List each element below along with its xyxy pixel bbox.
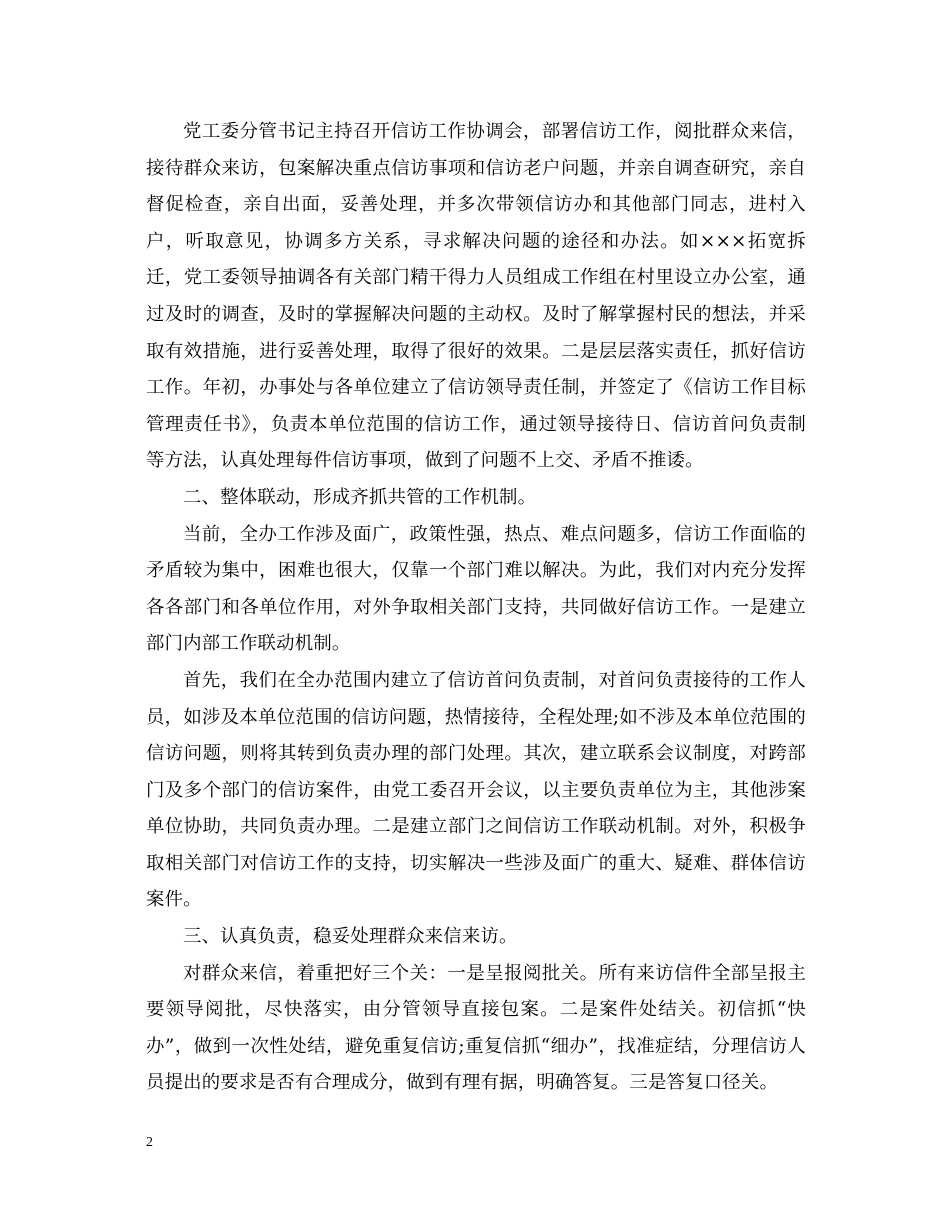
paragraph-petition-leadership: 党工委分管书记主持召开信访工作协调会，部署信访工作，阅批群众来信，接待群众来访，包案解决重点信访事项和信访老户问题，并亲自调查研究，亲自督促检查，亲自出面，妥善处理，并多次带领信访办和其他部门同志，进村入户，听取意见，协调多方关系，寻求解决问题的途径和办法。如×××拓宽拆迁，党工委领导抽调各有关部门精干得力人员组成工作组在村里设立办公室，通过及时的调查，及时的掌握解决问题的主动权。及时了解掌握村民的想法，并采取有效措施，进行妥善处理，取得了很好的效果。二是层层落实责任，抓好信访工作。年初，办事处与各单位建立了信访领导责任制，并签定了《信访工作目标管理责任书》，负责本单位范围的信访工作，通过领导接待日、信访首问负责制等方法，认真处理每件信访事项，做到了问题不上交、矛盾不推诿。 bbox=[146, 121, 806, 472]
section-heading-2: 二、整体联动，形成齐抓共管的工作机制。 bbox=[183, 486, 537, 508]
paragraph-first-responsibility: 首先，我们在全办范围内建立了信访首问负责制，对首问负责接待的工作人员，如涉及本单位范围的信访问题，热情接待，全程处理;如不涉及本单位范围的信访问题，则将其转到负责办理的部门处理。其次，建立联系会议制度，对跨部门及多个部门的信访案件，由党工委召开会议，以主要负责单位为主，其他涉案单位协助，共同负责办理。二是建立部门之间信访工作联动机制。对外，积极争取相关部门对信访工作的支持，切实解决一些涉及面广的重大、疑难、群体信访案件。 bbox=[146, 669, 806, 911]
paragraph-current-situation: 当前，全办工作涉及面广，政策性强，热点、难点问题多，信访工作面临的矛盾较为集中，困难也很大，仅靠一个部门难以解决。为此，我们对内充分发挥各各部门和各单位作用，对外争取相关部门支持，共同做好信访工作。一是建立部门内部工作联动机制。 bbox=[146, 523, 806, 655]
page-number: 2 bbox=[146, 1135, 153, 1150]
section-heading-3: 三、认真负责，稳妥处理群众来信来访。 bbox=[183, 926, 518, 948]
document-body bbox=[146, 114, 806, 1102]
paragraph-letters-handling: 对群众来信，着重把好三个关：一是呈报阅批关。所有来访信件全部呈报主要领导阅批，尽快落实，由分管领导直接包案。二是案件处结关。初信抓“快办”，做到一次性处结，避免重复信访;重复信抓“细办”，找准症结，分理信访人员提出的要求是否有合理成分，做到有理有据，明确答复。三是答复口径关。 bbox=[146, 962, 806, 1094]
